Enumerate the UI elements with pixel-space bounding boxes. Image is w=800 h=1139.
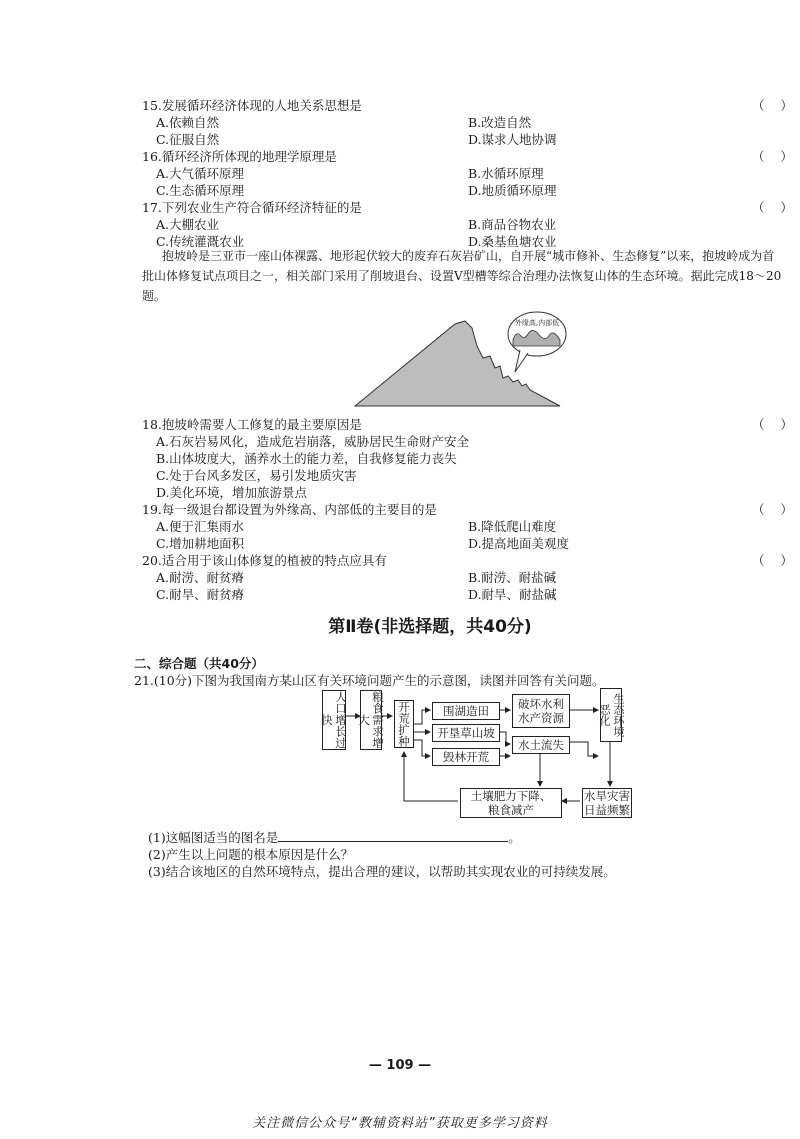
q19-option-c: C.增加耕地面积 xyxy=(156,536,245,551)
answer-blank-17[interactable]: （ ） xyxy=(752,200,793,215)
mountain-terrace-figure xyxy=(350,306,580,410)
box-land-reclamation: 开荒扩种 xyxy=(394,700,414,748)
answer-blank-20[interactable]: （ ） xyxy=(752,553,793,568)
q18-option-b: B.山体坡度大，涵养水土的能力差，自我修复能力丧失 xyxy=(156,451,457,466)
q17-option-b: B.商品谷物农业 xyxy=(468,217,557,232)
q21-sub1 xyxy=(148,828,521,846)
q19-option-a: A.便于汇集雨水 xyxy=(156,519,245,534)
q20-option-a: A.耐涝、耐贫瘠 xyxy=(156,570,245,585)
q20-option-b: B.耐涝、耐盐碱 xyxy=(468,570,557,585)
q19-option-b: B.降低爬山难度 xyxy=(468,519,557,534)
box-flood-drought-line1: 水旱灾害 xyxy=(584,789,630,803)
q17-option-c: C.传统灌溉农业 xyxy=(156,234,245,249)
question-18-stem: 18.抱坡岭需要人工修复的最主要原因是 xyxy=(142,417,362,432)
q18-option-c: C.处于台风多发区，易引发地质灾害 xyxy=(156,468,357,483)
q21-sub1-text: (1)这幅图适当的图名是 xyxy=(148,830,279,845)
q17-option-d: D.桑基鱼塘农业 xyxy=(468,234,557,249)
answer-blank-18[interactable]: （ ） xyxy=(752,417,793,432)
box-lake-reclamation: 围湖造田 xyxy=(432,702,500,720)
q21-sub1-period: 。 xyxy=(508,830,521,845)
question-20-stem: 20.适合用于该山体修复的植被的特点应具有 xyxy=(142,553,387,568)
answer-blank-15[interactable]: （ ） xyxy=(752,98,793,113)
q18-option-d: D.美化环境，增加旅游景点 xyxy=(156,485,308,500)
box-population-growth: 人口增长过快 xyxy=(320,691,348,749)
section-2-title: 第Ⅱ卷(非选择题，共40分) xyxy=(328,617,532,637)
page-number: — 109 — xyxy=(368,1058,432,1073)
environment-flowchart xyxy=(318,686,630,822)
q15-option-c: C.征服自然 xyxy=(156,132,220,147)
box-water-resource-line2: 水产资源 xyxy=(518,711,564,725)
callout-label: 外缘高,内部低 xyxy=(514,319,560,327)
q18-option-a: A.石灰岩易风化，造成危岩崩落，威胁居民生命财产安全 xyxy=(156,434,470,449)
box-soil-fertility-line2: 粮食减产 xyxy=(488,803,534,817)
q21-sub3: (3)结合该地区的自然环境特点，提出合理的建议，以帮助其实现农业的可持续发展。 xyxy=(148,864,616,879)
question-21-stem: 21.(10分)下图为我国南方某山区有关环境问题产生的示意图，读图并回答有关问题。 xyxy=(134,673,605,688)
box-eco-deterioration: 生态环境恶化 xyxy=(600,688,622,742)
question-17-stem: 17.下列农业生产符合循环经济特征的是 xyxy=(142,200,362,215)
box-deforestation: 毁林开荒 xyxy=(432,748,500,766)
box-flood-drought-line2: 日益频繁 xyxy=(584,803,630,817)
q20-option-c: C.耐旱、耐贫瘠 xyxy=(156,587,245,602)
q19-option-d: D.提高地面美观度 xyxy=(468,536,570,551)
q16-option-b: B.水循环原理 xyxy=(468,166,544,181)
box-water-resource-damage xyxy=(512,694,570,728)
box-grassland-reclamation: 开垦草山坡 xyxy=(432,724,500,742)
box-water-resource-line1: 破坏水利 xyxy=(518,697,564,711)
part-2-heading: 二、综合题（共40分） xyxy=(134,656,264,671)
question-15-stem: 15.发展循环经济体现的人地关系思想是 xyxy=(142,98,362,113)
footer-note: 关注微信公众号“教辅资料站”获取更多学习资料 xyxy=(252,1116,548,1131)
callout-pointer xyxy=(515,350,528,372)
q16-option-c: C.生态循环原理 xyxy=(156,183,245,198)
answer-blank-16[interactable]: （ ） xyxy=(752,149,793,164)
q15-option-b: B.改造自然 xyxy=(468,115,532,130)
reading-passage: 抱坡岭是三亚市一座山体裸露、地形起伏较大的废弃石灰岩矿山，自开展“城市修补、生态修复”以来，抱坡岭成为首批山体修复试点项目之一，相关部门采用了削坡退台、设置V型槽等综合治理办法恢复山体的生态环境。据此完成18～20题。 xyxy=(142,249,782,303)
box-soil-fertility-line1: 土壤肥力下降、 xyxy=(470,789,552,803)
answer-blank-19[interactable]: （ ） xyxy=(752,502,793,517)
q15-option-a: A.依赖自然 xyxy=(156,115,220,130)
q15-option-d: D.谋求人地协调 xyxy=(468,132,557,147)
box-soil-fertility-decline xyxy=(460,788,562,818)
box-flood-drought xyxy=(582,788,632,818)
box-soil-erosion: 水土流失 xyxy=(512,736,570,754)
q17-option-a: A.大棚农业 xyxy=(156,217,220,232)
box-food-demand: 粮食需求增大 xyxy=(357,691,385,749)
q16-option-d: D.地质循环原理 xyxy=(468,183,557,198)
q20-option-d: D.耐旱、耐盐碱 xyxy=(468,587,557,602)
question-16-stem: 16.循环经济所体现的地理学原理是 xyxy=(142,149,337,164)
question-19-stem: 19.每一级退台都设置为外缘高、内部低的主要目的是 xyxy=(142,502,437,517)
q16-option-a: A.大气循环原理 xyxy=(156,166,245,181)
q21-sub2: (2)产生以上问题的根本原因是什么？ xyxy=(148,847,354,862)
q21-sub1-answer-line[interactable] xyxy=(278,829,508,842)
